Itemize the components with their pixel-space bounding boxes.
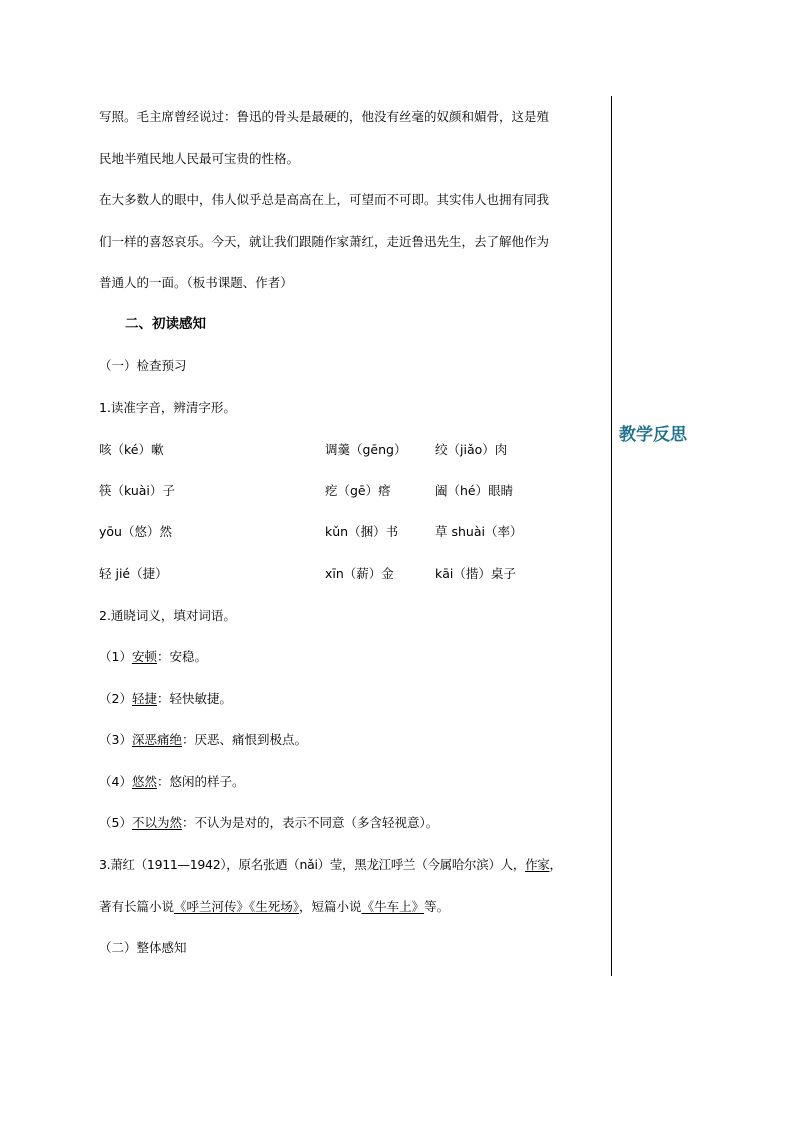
vocab-word: 深恶痛绝 xyxy=(131,732,182,747)
intro-paragraph-2-line-2: 们一样的喜怒哀乐。今天，就让我们跟随作家萧红，走近鲁迅先生，去了解他作为 xyxy=(99,234,550,249)
pinyin-cell: 阖（hé）眼睛 xyxy=(435,483,514,498)
vocab-definition: ：轻快敏捷。 xyxy=(156,691,232,706)
section-heading: 二、初读感知 xyxy=(125,316,206,332)
intro-paragraph-2-line-1: 在大多数人的眼中，伟人似乎总是高高在上，可望而不可即。其实伟人也拥有同我 xyxy=(99,192,550,207)
works-end: 等。 xyxy=(424,899,450,914)
vocab-definition: ：悠闲的样子。 xyxy=(156,774,245,789)
intro-paragraph-2-line-3: 普通人的一面。（板书课题、作者） xyxy=(99,275,293,290)
vocab-number: （3） xyxy=(99,732,132,747)
teaching-reflection-title: 教学反思 xyxy=(619,425,687,445)
vocab-word: 安顿 xyxy=(131,649,157,664)
vocab-item xyxy=(99,731,307,749)
pinyin-cell: xīn（薪）金 xyxy=(325,566,394,581)
item-3-line-1 xyxy=(99,856,562,874)
pinyin-cell: 调羹（gēng） xyxy=(325,442,407,457)
vocab-number: （2） xyxy=(99,691,132,706)
vocab-definition: ：厌恶、痛恨到极点。 xyxy=(181,732,307,747)
pinyin-cell: 轻 jié（捷） xyxy=(99,566,168,581)
works-separator: ，短篇小说 xyxy=(299,899,362,914)
vocab-word: 轻捷 xyxy=(131,691,157,706)
pinyin-cell: 咳（ké）嗽 xyxy=(99,442,164,457)
author-role: 作家 xyxy=(525,857,550,872)
pinyin-cell: yōu（悠）然 xyxy=(99,524,172,539)
vocab-word: 悠然 xyxy=(131,774,157,789)
vocab-item xyxy=(99,773,244,791)
vocab-number: （4） xyxy=(99,774,132,789)
column-divider xyxy=(611,96,612,976)
vocab-definition: ：不认为是对的，表示不同意（多含轻视意）。 xyxy=(181,815,439,830)
book-title: 《生死场》 xyxy=(249,899,300,914)
vocab-number: （1） xyxy=(99,649,132,664)
book-title: 《牛车上》 xyxy=(361,899,425,914)
pinyin-cell: 筷（kuài）子 xyxy=(99,483,175,498)
item-2-title: 2.通晓词义，填对词语。 xyxy=(99,608,236,623)
subsection-overall-perception: （二）整体感知 xyxy=(99,940,187,955)
pinyin-cell: kāi（揩）桌子 xyxy=(435,566,516,581)
vocab-definition: ：安稳。 xyxy=(156,649,207,664)
vocab-word: 不以为然 xyxy=(131,815,182,830)
pinyin-cell: 草 shuài（率） xyxy=(435,524,523,539)
pinyin-cell: kǔn（捆）书 xyxy=(325,524,399,539)
pinyin-cell: 绞（jiǎo）肉 xyxy=(435,442,508,457)
book-title: 《呼兰河传》 xyxy=(174,899,250,914)
works-intro: 著有长篇小说 xyxy=(99,899,175,914)
vocab-item xyxy=(99,814,438,832)
vocab-item xyxy=(99,648,207,666)
vocab-number: （5） xyxy=(99,815,132,830)
vocab-item xyxy=(99,690,232,708)
author-intro: 3.萧红（1911—1942），原名张迺（nǎi）莹，黑龙江呼兰（今属哈尔滨）人， xyxy=(99,857,526,872)
intro-paragraph-1-line-1: 写照。毛主席曾经说过：鲁迅的骨头是最硬的，他没有丝毫的奴颜和媚骨，这是殖 xyxy=(99,109,550,124)
item-3-line-2 xyxy=(99,898,449,916)
pinyin-cell: 疙（gē）瘩 xyxy=(325,483,391,498)
intro-paragraph-1-line-2: 民地半殖民地人民最可宝贵的性格。 xyxy=(99,151,300,166)
item-1-title: 1.读准字音，辨清字形。 xyxy=(99,400,236,415)
subsection-preview-check: （一）检查预习 xyxy=(99,358,187,373)
punctuation: ， xyxy=(549,857,562,872)
